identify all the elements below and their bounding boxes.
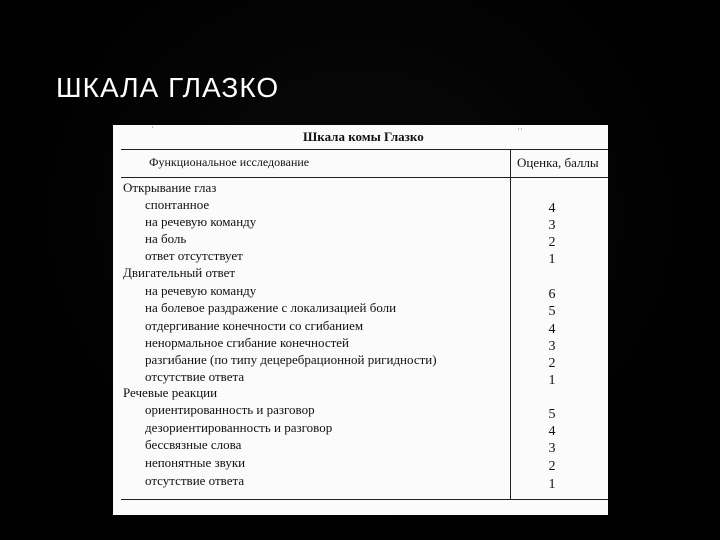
table-bottom-rule (121, 499, 608, 500)
table-row-score: 1 (548, 373, 556, 388)
table-title: Шкала комы Глазко (303, 129, 424, 144)
slide-title: ШКАЛА ГЛАЗКО (56, 72, 280, 103)
column-header-test: Функциональное исследование (149, 155, 310, 169)
section-heading-motor: Двигательный ответ (123, 265, 236, 280)
table-row-label: ориентированность и разговор (145, 402, 315, 417)
header-bottom-rule (121, 177, 608, 178)
scan-speck: ˙ (151, 125, 154, 135)
table-row-label: бессвязные слова (145, 437, 242, 452)
table-top-rule (121, 149, 608, 150)
table-row-label: отдергивание конечности со сгибанием (145, 318, 364, 333)
glasgow-scale-scan (113, 125, 608, 515)
table-row-label: на речевую команду (145, 214, 257, 229)
table-row-score: 4 (548, 322, 556, 337)
table-row-label: разгибание (по типу децеребрационной ригидности) (145, 352, 437, 367)
section-heading-verbal: Речевые реакции (123, 385, 218, 400)
scan-speck: ˙˙ (517, 127, 523, 137)
column-divider (510, 149, 511, 499)
table-row-score: 2 (548, 356, 556, 371)
table-row-label: спонтанное (145, 197, 210, 212)
table-row-label: ненормальное сгибание конечностей (145, 335, 349, 350)
table-row-score: 4 (548, 201, 556, 216)
table-row-score: 6 (548, 287, 556, 302)
table-row-label: отсутствие ответа (145, 473, 245, 488)
table-row-label: на боль (145, 231, 187, 246)
table-row-label: непонятные звуки (145, 455, 246, 470)
table-row-score: 3 (548, 441, 556, 456)
section-heading-eyes: Открывание глаз (123, 180, 217, 195)
table-row-label: на болевое раздражение с локализацией боли (145, 300, 397, 315)
table-row-score: 3 (548, 339, 556, 354)
table-row-label: на речевую команду (145, 283, 257, 298)
table-row-score: 4 (548, 424, 556, 439)
table-row-score: 1 (548, 252, 556, 267)
table-row-score: 3 (548, 218, 556, 233)
table-row-label: ответ отсутствует (145, 248, 243, 263)
column-header-score: Оценка, баллы (517, 155, 599, 170)
table-row-score: 2 (548, 235, 556, 250)
table-row-score: 2 (548, 459, 556, 474)
table-row-score: 5 (548, 304, 556, 319)
table-row-score: 1 (548, 477, 556, 492)
table-row-score: 5 (548, 407, 556, 422)
table-row-label: дезориентированность и разговор (145, 420, 333, 435)
table-row-label: отсутствие ответа (145, 369, 245, 384)
